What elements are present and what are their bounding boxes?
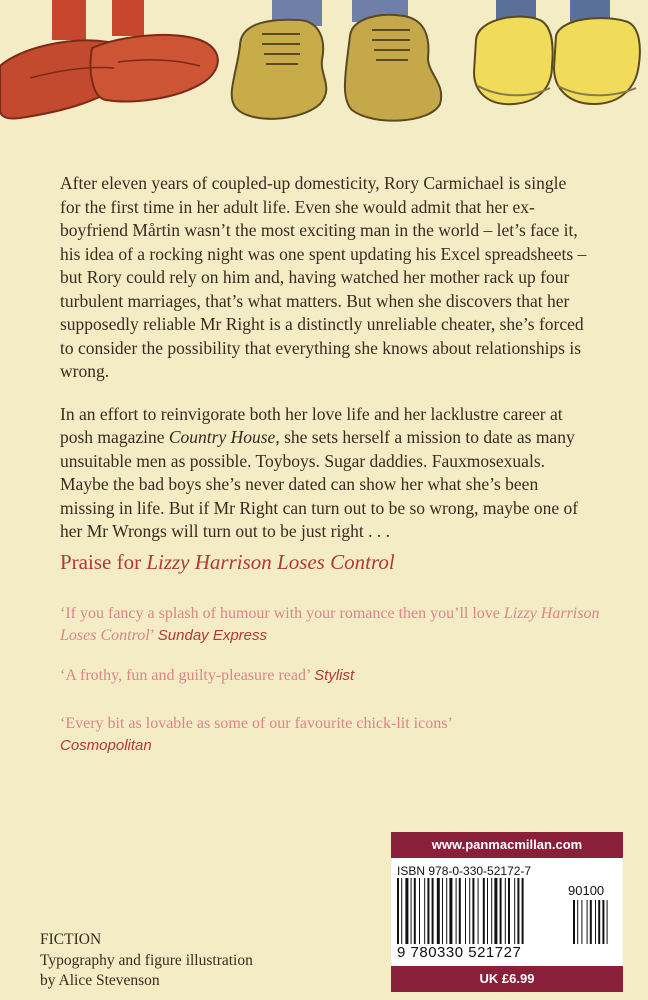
barcode-digits: 9 780330 521727 <box>397 944 522 961</box>
yellow-boots-icon <box>232 0 442 121</box>
review-source: Sunday Express <box>157 627 268 644</box>
blurb <box>60 172 590 563</box>
isbn-label: ISBN 978-0-330-52172-7 <box>397 864 532 878</box>
yellow-sneakers-icon <box>474 0 640 104</box>
review-source: Stylist <box>314 667 355 684</box>
review-quote: ‘If you fancy a splash of humour with your romance then you’ll love Lizzy Harrison Loses Control’ Sunday Express <box>60 605 600 644</box>
blurb-paragraph-2: In an effort to reinvigorate both her love life and her lacklustre career at posh magazine Country House, she sets herself a mission to date as many unsuitable men as possible. Toyboys. Sugar daddies. Fauxmosexuals. Maybe the bad boys she’s never dated can show her what she’s been missing in life. But if Mr Right can turn out to be so wrong, maybe one of her Mr Wrongs will turn out to be just right . . . <box>60 403 579 541</box>
genre-label: FICTION <box>40 931 102 948</box>
publisher-url: www.panmacmillan.com <box>391 832 623 858</box>
magazine-title: Country House <box>168 427 276 447</box>
blurb-paragraph-1: After eleven years of coupled-up domesticity, Rory Carmichael is single for the first time in her adult life. Even she would admit that her ex-boyfriend Mårtin wasn’t the most exciting man in the world – let’s face it, his idea of a rocking night was one spent updating his Excel spreadsheets – but Rory could rely on him and, having watched her mother rack up four turbulent marriages, that’s what matters. But when she discovers that her supposedly reliable Mr Right is a distinctly unreliable cheater, she’s forced to consider the possibility that everything she knows about relationships is wrong. <box>60 173 587 381</box>
credit-line: Typography and figure illustration <box>40 951 253 969</box>
review-quote: ‘Every bit as lovable as some of our favourite chick-lit icons’ Cosmopolitan <box>60 715 453 754</box>
review-quote: ‘A frothy, fun and guilty-pleasure read’ Stylist <box>60 667 355 684</box>
red-shoes-icon <box>0 0 218 119</box>
book-title: Lizzy Harrison Loses Control <box>60 605 600 644</box>
praise-heading: Praise for Lizzy Harrison Loses Control <box>60 550 395 574</box>
shoes-illustration <box>0 0 648 140</box>
price-code: 90100 <box>568 883 605 898</box>
review-source: Cosmopolitan <box>60 737 152 754</box>
price-label: UK £6.99 <box>391 966 623 992</box>
credit-line: by Alice Stevenson <box>40 972 160 989</box>
barcode-panel <box>391 832 623 992</box>
credits <box>40 930 253 992</box>
